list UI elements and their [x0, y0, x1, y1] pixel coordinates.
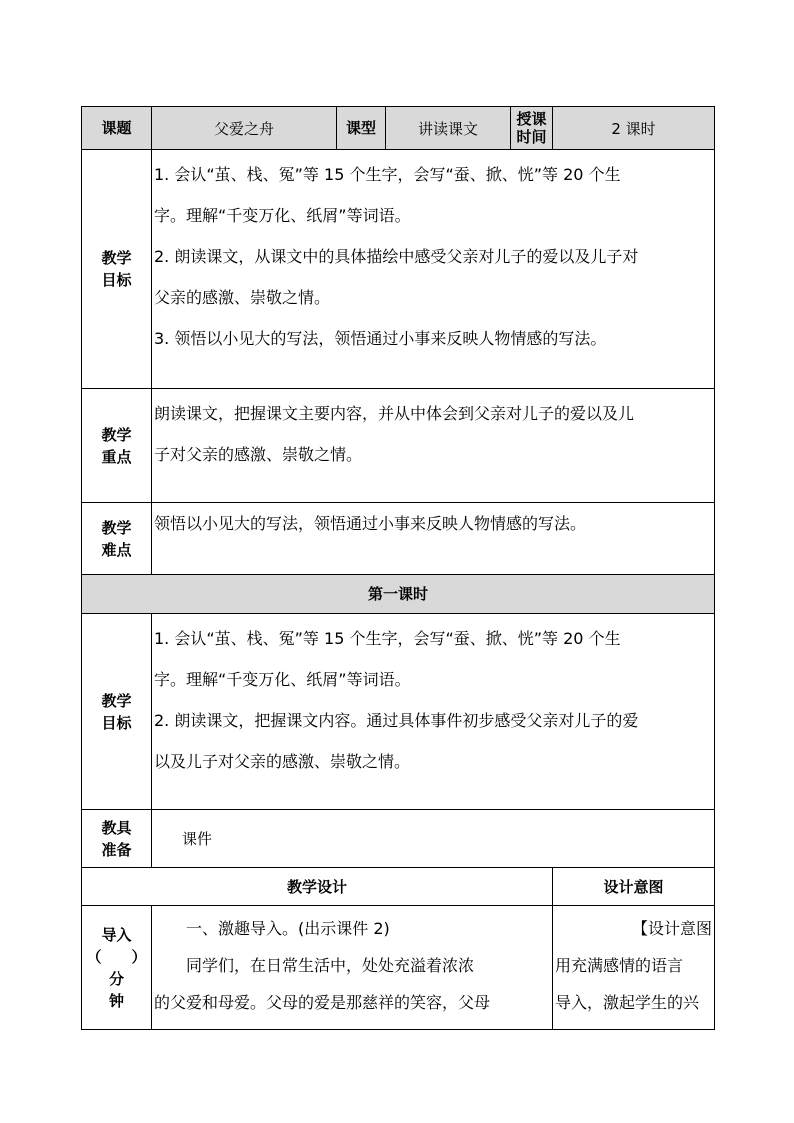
time-label [511, 107, 553, 150]
goals-line: 3. 领悟以小见大的写法，领悟通过小事来反映人物情感的写法。 [154, 329, 607, 348]
intent-content [553, 906, 715, 1030]
lesson1-goals-label-line2: 目标 [101, 713, 132, 732]
lesson1-goals-line: 以及儿子对父亲的感激、崇敬之情。 [154, 752, 411, 771]
difficulties-label-line1: 教学 [101, 518, 132, 537]
intent-line: 【设计意图 [631, 919, 712, 938]
key-points-content [152, 389, 715, 503]
intro-content [152, 906, 553, 1030]
lesson1-title-row [82, 575, 715, 614]
lesson1-goals-label [82, 614, 152, 810]
intro-label-line1: 导入 [101, 925, 132, 944]
header-row [82, 107, 715, 150]
goals-row [82, 150, 715, 389]
design-header-row [82, 868, 715, 906]
intent-header: 设计意图 [553, 868, 715, 906]
goals-line: 2. 朗读课文，从课文中的具体描绘中感受父亲对儿子的爱以及儿子对 [154, 247, 639, 266]
key-points-label [82, 389, 152, 503]
difficulties-text: 领悟以小见大的写法，领悟通过小事来反映人物情感的写法。 [154, 514, 587, 533]
intro-line: 一、激趣导入。(出示课件 2) [186, 919, 390, 938]
lesson1-goals-row [82, 614, 715, 810]
goals-content [152, 150, 715, 389]
tools-label-line1: 教具 [101, 818, 132, 837]
tools-label [82, 810, 152, 868]
key-points-row [82, 389, 715, 503]
tools-row [82, 810, 715, 868]
type-value: 讲读课文 [386, 107, 511, 150]
goals-label [82, 150, 152, 389]
goals-line: 父亲的感激、崇敬之情。 [154, 288, 331, 307]
lesson1-goals-line: 1. 会认“茧、栈、冤”等 15 个生字，会写“蚕、掀、恍”等 20 个生 [154, 629, 621, 648]
time-label-line2: 时间 [516, 128, 547, 146]
intro-row [82, 906, 715, 1030]
lesson1-goals-content [152, 614, 715, 810]
intent-line: 导入，激起学生的兴 [555, 993, 700, 1012]
goals-line: 1. 会认“茧、栈、冤”等 15 个生字，会写“蚕、掀、恍”等 20 个生 [154, 165, 621, 184]
topic-value: 父爱之舟 [152, 107, 337, 150]
difficulties-content [152, 503, 715, 575]
difficulties-row [82, 503, 715, 575]
intent-line: 用充满感情的语言 [555, 956, 684, 975]
key-points-line: 朗读课文，把握课文主要内容，并从中体会到父亲对儿子的爱以及儿 [154, 404, 635, 423]
lesson1-goals-label-line1: 教学 [101, 691, 132, 710]
goals-line: 字。理解“千变万化、纸屑”等词语。 [154, 206, 411, 225]
key-points-label-line1: 教学 [101, 425, 132, 444]
lesson1-title: 第一课时 [82, 575, 715, 614]
intro-label [82, 906, 152, 1030]
design-header: 教学设计 [82, 868, 553, 906]
tools-label-line2: 准备 [101, 840, 132, 859]
lesson-plan-table [81, 106, 715, 1030]
key-points-label-line2: 重点 [101, 447, 132, 466]
goals-label-line2: 目标 [101, 271, 132, 289]
intro-label-line3: 钟 [108, 991, 124, 1010]
tools-content: 课件 [152, 810, 715, 868]
time-value: 2 课时 [553, 107, 715, 150]
time-label-line1: 授课 [516, 110, 547, 128]
difficulties-label [82, 503, 152, 575]
intro-line: 同学们，在日常生活中，处处充溢着浓浓 [186, 956, 475, 975]
difficulties-label-line2: 难点 [101, 540, 132, 559]
goals-label-line1: 教学 [101, 249, 132, 267]
intro-line: 的父爱和母爱。父母的爱是那慈祥的笑容，父母 [154, 993, 491, 1012]
topic-label: 课题 [82, 107, 152, 150]
key-points-line: 子对父亲的感激、崇敬之情。 [154, 445, 363, 464]
type-label: 课型 [337, 107, 386, 150]
lesson1-goals-line: 字。理解“千变万化、纸屑”等词语。 [154, 670, 411, 689]
lesson1-goals-line: 2. 朗读课文，把握课文内容。通过具体事件初步感受父亲对儿子的爱 [154, 711, 639, 730]
intro-label-line2: （ ）分 [86, 947, 147, 988]
